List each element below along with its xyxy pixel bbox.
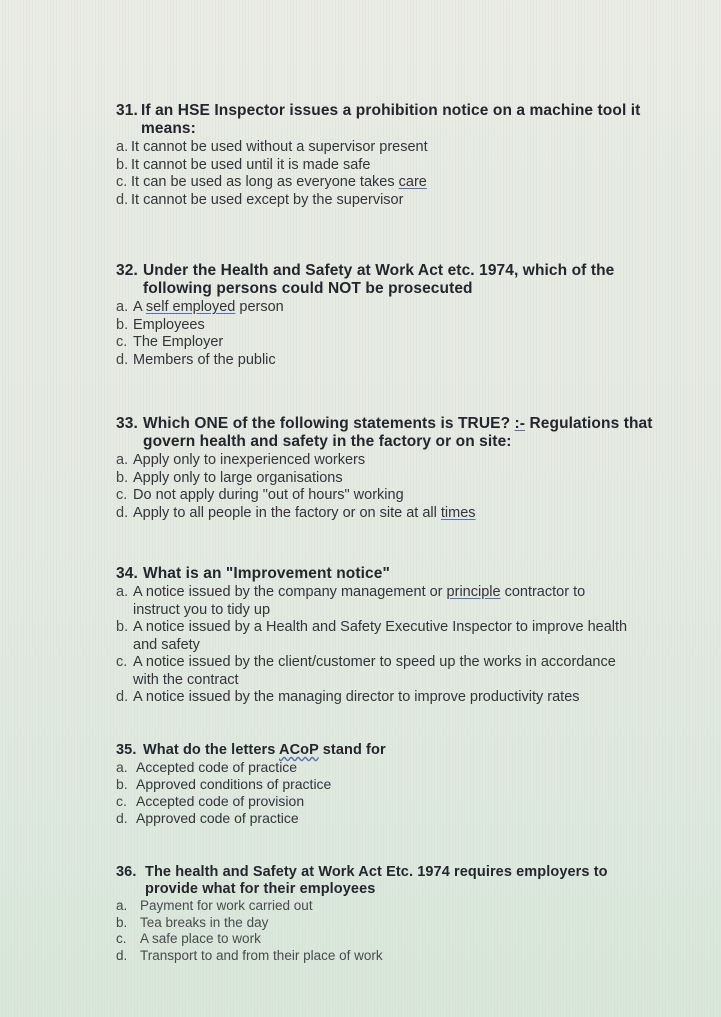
question-number: 31.	[116, 102, 138, 119]
question-number: 36.	[116, 864, 137, 880]
option-letter: b.	[116, 156, 129, 173]
option-text: The Employer	[133, 334, 224, 350]
question-text-line2: provide what for their employees	[145, 881, 376, 897]
option-letter: d.	[116, 504, 129, 521]
option-letter: d.	[116, 810, 128, 826]
answer-option-c[interactable]	[116, 174, 676, 192]
option-text: Apply only to inexperienced workers	[133, 452, 366, 468]
option-letter: d.	[116, 947, 128, 963]
option-letter: c.	[116, 931, 127, 946]
option-text: A notice issued by a Health and Safety Executive Inspector to improve health	[133, 619, 628, 635]
answer-options	[116, 898, 676, 964]
answer-option-c[interactable]	[116, 654, 706, 689]
spellcheck-marked-word: principle	[446, 584, 501, 600]
option-text: Apply only to large organisations	[133, 469, 343, 486]
question-33	[116, 415, 686, 522]
spellcheck-marked-word: self employed	[145, 299, 236, 315]
answer-option-c[interactable]	[116, 487, 686, 505]
option-letter: a.	[116, 139, 129, 155]
option-letter: a.	[116, 898, 128, 913]
question-32	[116, 262, 676, 369]
question-text-line1: Which ONE of the following statements is TRUE?	[143, 415, 515, 432]
question-prompt	[116, 741, 676, 759]
question-number: 33.	[116, 415, 138, 432]
answer-option-d[interactable]	[116, 810, 676, 827]
spellcheck-marked-word: times	[440, 504, 476, 521]
answer-option-a[interactable]	[116, 759, 676, 776]
option-letter: c.	[116, 654, 128, 670]
option-text: It cannot be used except by the supervisor	[131, 191, 404, 208]
answer-option-b[interactable]	[116, 157, 676, 175]
option-text: Members of the public	[133, 351, 276, 368]
option-text: Accepted code of practice	[136, 759, 298, 775]
spellcheck-marked-word: :-	[514, 415, 526, 432]
option-text: A notice issued by the managing director to improve productivity rates	[133, 689, 580, 705]
question-prompt	[116, 565, 706, 583]
question-text-line1: What do the letters	[143, 742, 279, 758]
question-number: 32.	[116, 262, 138, 279]
option-letter: b.	[116, 316, 129, 333]
option-letter: c.	[116, 487, 128, 503]
answer-option-a[interactable]	[116, 898, 676, 915]
answer-option-c[interactable]	[116, 334, 676, 352]
option-text: Transport to and from their place of work	[140, 947, 383, 963]
question-number: 35.	[116, 742, 137, 758]
answer-options	[116, 452, 686, 522]
spellcheck-marked-word: care	[398, 174, 427, 190]
question-text-line1-end: Regulations that	[525, 415, 653, 432]
question-text-line2: following persons could NOT be prosecuted	[143, 280, 473, 297]
question-prompt	[116, 864, 676, 898]
answer-option-b[interactable]	[116, 915, 676, 932]
answer-option-c[interactable]	[116, 931, 676, 948]
question-text-line1-end: stand for	[318, 742, 386, 758]
answer-options	[116, 584, 706, 707]
option-text: Accepted code of provision	[136, 793, 305, 809]
option-text: A safe place to work	[140, 931, 261, 946]
option-letter: d.	[116, 351, 129, 368]
question-text-line1: What is an "Improvement notice"	[143, 565, 390, 582]
option-letter: b.	[116, 914, 128, 930]
question-text-line1: The health and Safety at Work Act Etc. 1974 requires employers to	[145, 864, 608, 880]
answer-option-d[interactable]	[116, 352, 676, 370]
option-text: It can be used as long as everyone takes	[131, 174, 399, 190]
option-letter: a.	[116, 299, 129, 315]
option-text: Payment for work carried out	[140, 898, 313, 913]
option-text: Tea breaks in the day	[140, 914, 269, 930]
option-text-line2: instruct you to tidy up	[133, 601, 271, 618]
answer-option-c[interactable]	[116, 793, 676, 810]
option-letter: b.	[116, 469, 129, 486]
option-letter: c.	[116, 174, 128, 190]
question-prompt	[116, 415, 686, 451]
answer-option-d[interactable]	[116, 505, 686, 523]
option-text: Apply to all people in the factory or on site at all	[133, 504, 441, 521]
option-text: It cannot be used without a supervisor present	[131, 139, 428, 155]
answer-option-a[interactable]	[116, 584, 706, 619]
answer-options	[116, 759, 676, 827]
option-text-line2: and safety	[133, 636, 200, 653]
option-text: Employees	[133, 316, 205, 333]
option-letter: a.	[116, 759, 128, 775]
option-letter: a.	[116, 584, 129, 600]
answer-option-d[interactable]	[116, 948, 676, 965]
option-text: person	[235, 299, 284, 315]
option-text: It cannot be used until it is made safe	[131, 156, 371, 173]
option-text: contractor to	[500, 584, 586, 600]
answer-option-a[interactable]	[116, 299, 676, 317]
answer-option-b[interactable]	[116, 776, 676, 793]
question-number: 34.	[116, 565, 138, 582]
question-text-line2: govern health and safety in the factory or on site:	[143, 433, 512, 450]
answer-option-b[interactable]	[116, 317, 676, 335]
option-text: Approved conditions of practice	[136, 776, 332, 792]
answer-option-d[interactable]	[116, 689, 706, 707]
answer-option-a[interactable]	[116, 452, 686, 470]
answer-options	[116, 299, 676, 369]
option-letter: d.	[116, 191, 129, 208]
option-letter: b.	[116, 619, 129, 635]
question-prompt	[116, 102, 676, 138]
question-36	[116, 864, 676, 964]
option-letter: d.	[116, 689, 129, 705]
question-text-line2: means:	[141, 120, 196, 137]
question-35	[116, 741, 676, 827]
question-text-line1: If an HSE Inspector issues a prohibition notice on a machine tool it	[141, 102, 641, 119]
question-text-line1: Under the Health and Safety at Work Act etc. 1974, which of the	[143, 262, 615, 279]
question-prompt	[116, 262, 676, 298]
option-text: Do not apply during "out of hours" working	[133, 487, 404, 503]
answer-option-d[interactable]	[116, 192, 676, 210]
answer-option-a[interactable]	[116, 139, 676, 157]
question-34	[116, 565, 706, 707]
answer-option-b[interactable]	[116, 619, 706, 654]
answer-options	[116, 139, 676, 209]
option-text: A notice issued by the client/customer to speed up the works in accordance	[133, 654, 616, 670]
option-letter: c.	[116, 793, 127, 809]
spellcheck-marked-word: ACoP	[279, 742, 319, 758]
option-text-line2: with the contract	[133, 671, 239, 688]
option-letter: c.	[116, 334, 128, 350]
option-text: A notice issued by the company management or	[133, 584, 447, 600]
option-letter: b.	[116, 776, 128, 792]
question-31	[116, 102, 676, 209]
option-text: Approved code of practice	[136, 810, 299, 826]
option-text: A	[133, 299, 146, 315]
answer-option-b[interactable]	[116, 470, 686, 488]
option-letter: a.	[116, 452, 129, 468]
